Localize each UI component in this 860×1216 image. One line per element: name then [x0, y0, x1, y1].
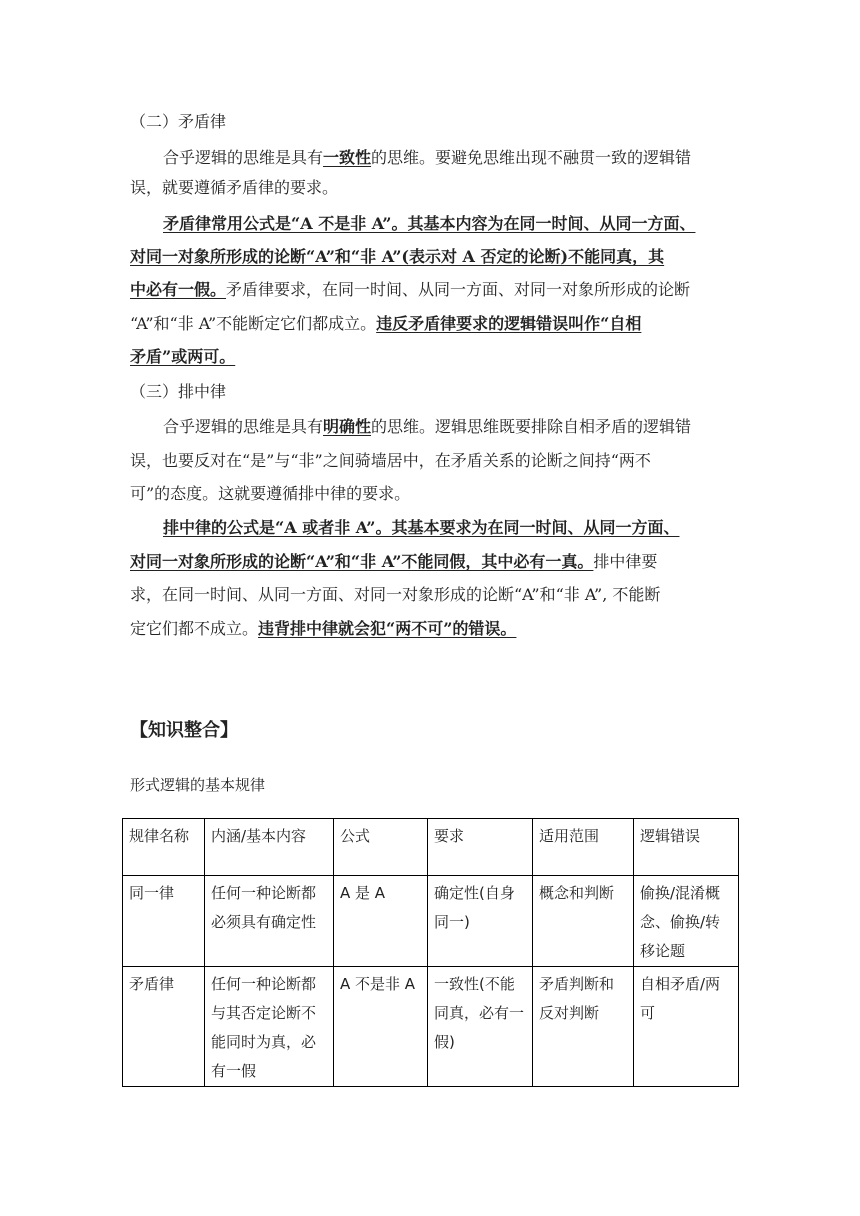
text-span: 的思维。要避免思维出现不融贯一致的逻辑错 — [371, 148, 692, 167]
table-row — [123, 967, 739, 1087]
emphasis-line: 排中律的公式是“A 或者非 A”。其基本要求为在同一时间、从同一方面、 — [163, 518, 680, 537]
paragraph-line — [130, 314, 641, 334]
table-cell: 任何一种论断都必须具有确定性 — [205, 876, 334, 967]
emphasis-span: 对同一对象所形成的论断“A”和“非 A”不能同假，其中必有一真。 — [130, 552, 594, 571]
paragraph-line: 求，在同一时间、从同一方面、对同一对象形成的论断“A”和“非 A”, 不能断 — [130, 585, 661, 604]
header-cell: 规律名称 — [123, 819, 205, 876]
text-span: 的思维。逻辑思维既要排除自相矛盾的逻辑错 — [371, 417, 692, 436]
paragraph-line: 可”的态度。这就要遵循排中律的要求。 — [130, 484, 411, 503]
text-span: 排中律要 — [593, 552, 658, 571]
header-cell: 要求 — [428, 819, 533, 876]
header-cell: 逻辑错误 — [634, 819, 739, 876]
section-heading-contradiction: （二）矛盾律 — [130, 112, 227, 131]
keyword-consistency: 一致性 — [323, 148, 372, 167]
emphasis-span: 违背排中律就会犯“两不可”的错误。 — [258, 619, 517, 638]
table-cell: 概念和判断 — [533, 876, 634, 967]
emphasis-line: 矛盾”或两可。 — [130, 347, 236, 366]
table-cell: 矛盾律 — [123, 967, 205, 1087]
table-cell: A 不是非 A — [334, 967, 428, 1087]
table-row — [123, 876, 739, 967]
paragraph-line: 误，就要遵循矛盾律的要求。 — [130, 178, 339, 197]
text-span: 合乎逻辑的思维是具有 — [163, 148, 324, 167]
paragraph-line: 误，也要反对在“是”与“非”之间骑墙居中，在矛盾关系的论断之间持“两不 — [130, 451, 651, 470]
text-span: “A”和“非 A”不能断定它们都成立。 — [130, 314, 377, 333]
text-span: 定它们都不成立。 — [130, 619, 259, 638]
knowledge-integration-heading: 【知识整合】 — [130, 720, 238, 741]
section-heading-excluded-middle: （三）排中律 — [130, 382, 227, 401]
emphasis-line: 对同一对象所形成的论断“A”和“非 A”(表示对 A 否定的论断)不能同真，其 — [130, 247, 665, 266]
table-header-row — [123, 819, 739, 876]
paragraph-line — [130, 552, 657, 572]
table-cell: 确定性(自身同一) — [428, 876, 533, 967]
table-caption: 形式逻辑的基本规律 — [130, 776, 266, 794]
emphasis-span: 违反矛盾律要求的逻辑错误叫作“自相 — [376, 314, 642, 333]
table-cell: 自相矛盾/两可 — [634, 967, 739, 1087]
header-cell: 适用范围 — [533, 819, 634, 876]
header-cell: 公式 — [334, 819, 428, 876]
table-cell: A 是 A — [334, 876, 428, 967]
paragraph-line — [130, 280, 690, 300]
emphasis-span: 中必有一假。 — [130, 280, 227, 299]
emphasis-line: 矛盾律常用公式是“A 不是非 A”。其基本内容为在同一时间、从同一方面、 — [163, 214, 696, 233]
keyword-clarity: 明确性 — [323, 417, 372, 436]
table-cell: 同一律 — [123, 876, 205, 967]
table-cell: 任何一种论断都与其否定论断不能同时为真，必有一假 — [205, 967, 334, 1087]
text-span: 矛盾律要求，在同一时间、从同一方面、对同一对象所形成的论断 — [226, 280, 691, 299]
text-span: 合乎逻辑的思维是具有 — [163, 417, 324, 436]
table-cell: 偷换/混淆概念、偷换/转移论题 — [634, 876, 739, 967]
table-cell: 一致性(不能同真，必有一假) — [428, 967, 533, 1087]
paragraph-line — [163, 148, 691, 168]
paragraph-line — [163, 417, 691, 437]
paragraph-line — [130, 619, 516, 639]
table-cell: 矛盾判断和反对判断 — [533, 967, 634, 1087]
header-cell: 内涵/基本内容 — [205, 819, 334, 876]
laws-table — [122, 818, 739, 1087]
